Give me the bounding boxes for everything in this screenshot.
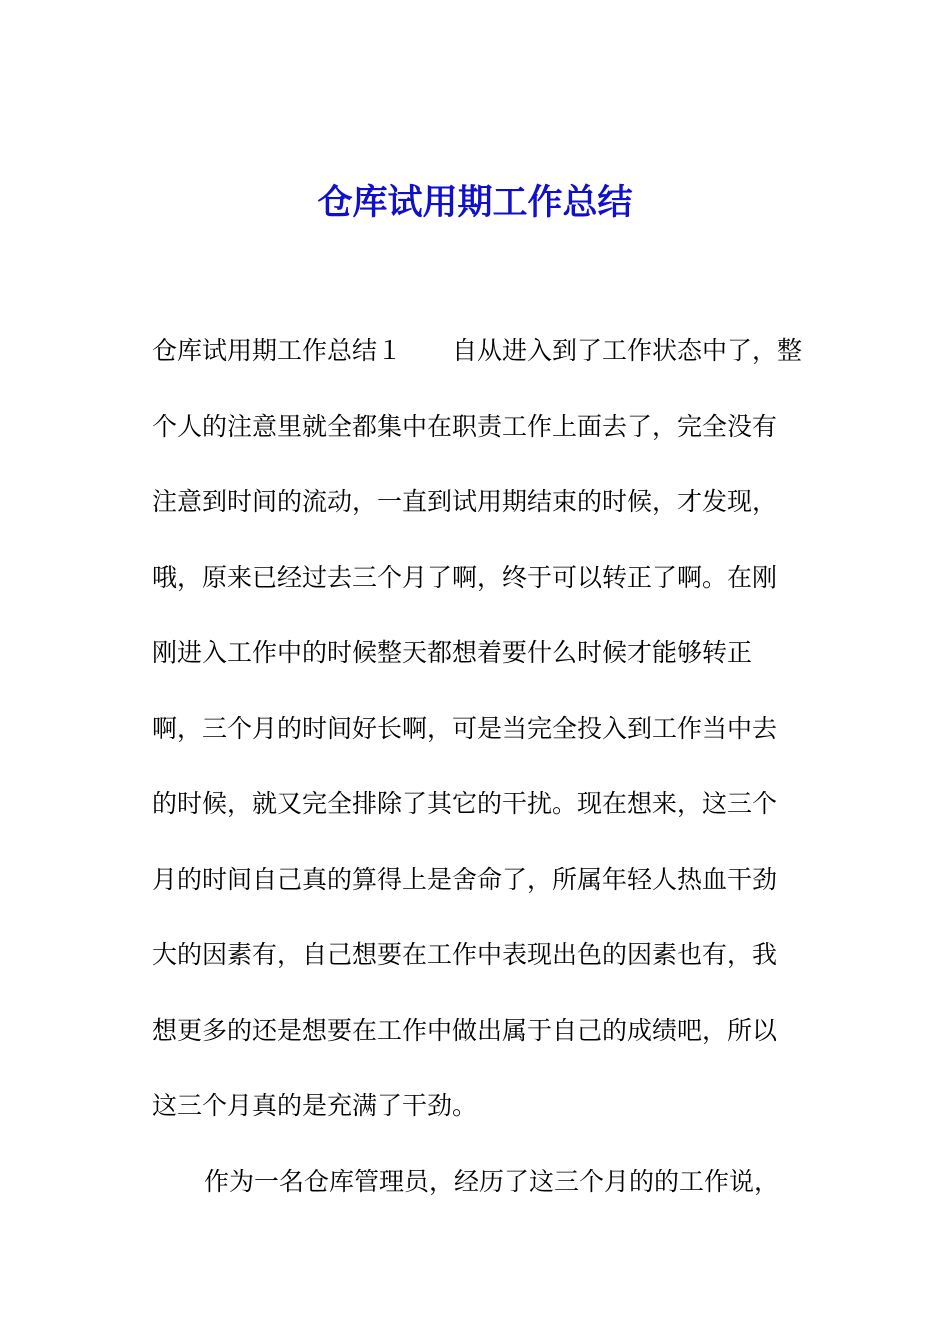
paragraph-line: 月的时间自己真的算得上是舍命了，所属年轻人热血干劲	[152, 864, 778, 894]
paragraph-line: 作为一名仓库管理员，经历了这三个月的的工作说，	[204, 1166, 780, 1196]
paragraph-line: 注意到时间的流动，一直到试用期结束的时候，才发现，	[152, 487, 778, 516]
paragraph-line: 想更多的还是想要在工作中做出属于自己的成绩吧，所以	[152, 1015, 778, 1045]
paragraph-line: 的时候，就又完全排除了其它的干扰。现在想来，这三个	[152, 789, 778, 818]
paragraph-line: 大的因素有，自己想要在工作中表现出色的因素也有，我	[152, 940, 778, 969]
paragraph-line: 这三个月真的是充满了干劲。	[152, 1091, 478, 1120]
paragraph-line: 仓库试用期工作总结１ 自从进入到了工作状态中了，整	[152, 336, 803, 365]
paragraph-line: 刚进入工作中的时候整天都想着要什么时候才能够转正	[152, 638, 753, 667]
document-title: 仓库试用期工作总结	[317, 183, 633, 223]
paragraph-line: 个人的注意里就全都集中在职责工作上面去了，完全没有	[152, 411, 778, 441]
paragraph-line: 哦，原来已经过去三个月了啊，终于可以转正了啊。在刚	[152, 562, 778, 592]
paragraph-line: 啊，三个月的时间好长啊，可是当完全投入到工作当中去	[152, 713, 778, 743]
document-body	[152, 326, 812, 1232]
